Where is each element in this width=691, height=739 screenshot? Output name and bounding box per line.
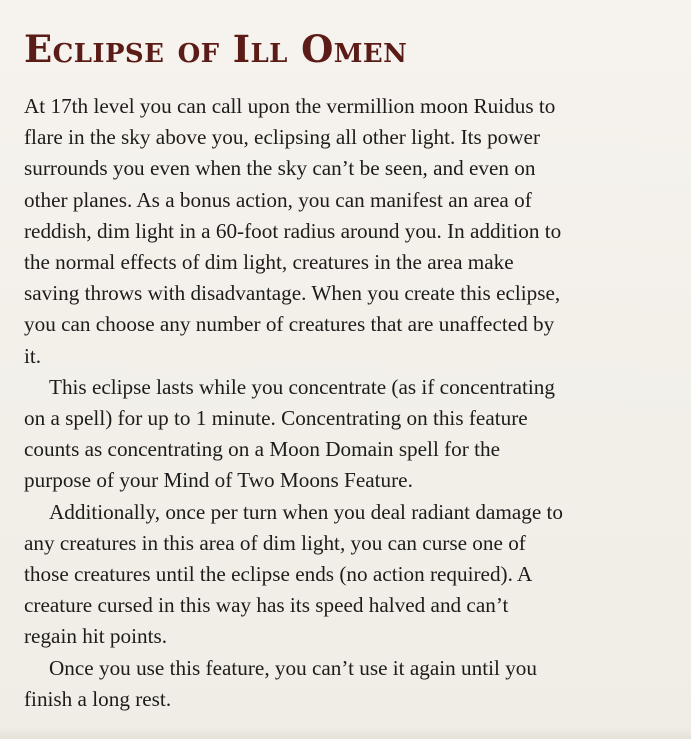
text-line: Additionally, once per turn when you deal radiant damage to — [49, 499, 564, 524]
paragraph-2 — [24, 372, 676, 497]
paragraph-3 — [24, 497, 676, 653]
text-line: finish a long rest. — [24, 686, 172, 711]
text-line: surrounds you even when the sky can’t be seen, and even on — [24, 156, 536, 181]
text-line: purpose of your Mind of Two Moons Feature. — [24, 468, 413, 493]
text-line: Once you use this feature, you can’t use it again until you — [49, 655, 537, 680]
text-line: other planes. As a bonus action, you can manifest an area of — [24, 187, 532, 212]
text-line: you can choose any number of creatures that are unaffected by — [24, 312, 555, 337]
text-line: At 17th level you can call upon the vermillion moon Ruidus to — [24, 94, 556, 118]
text-line: This eclipse lasts while you concentrate (as if concentrating — [49, 374, 555, 399]
text-line: on a spell) for up to 1 minute. Concentrating on this feature — [24, 406, 528, 431]
paragraph-1 — [24, 91, 676, 372]
text-line: saving throws with disadvantage. When you create this eclipse, — [24, 281, 561, 306]
text-line: reddish, dim light in a 60-foot radius around you. In addition to — [24, 218, 562, 243]
text-line: the normal effects of dim light, creatures in the area make — [24, 250, 514, 275]
feature-description — [24, 91, 676, 715]
text-line: regain hit points. — [24, 624, 167, 649]
text-line: those creatures until the eclipse ends (no action required). A — [24, 562, 533, 587]
text-line: creature cursed in this way has its speed halved and can’t — [24, 593, 509, 618]
text-line: counts as concentrating on a Moon Domain spell for the — [24, 437, 501, 462]
paragraph-4 — [24, 653, 676, 715]
text-line: flare in the sky above you, eclipsing all other light. Its power — [24, 125, 541, 150]
feature-title: Eclipse of Ill Omen — [24, 27, 408, 71]
page-bottom-shadow — [0, 727, 691, 739]
text-line: it. — [24, 343, 42, 368]
text-line: any creatures in this area of dim light, you can curse one of — [24, 530, 526, 555]
